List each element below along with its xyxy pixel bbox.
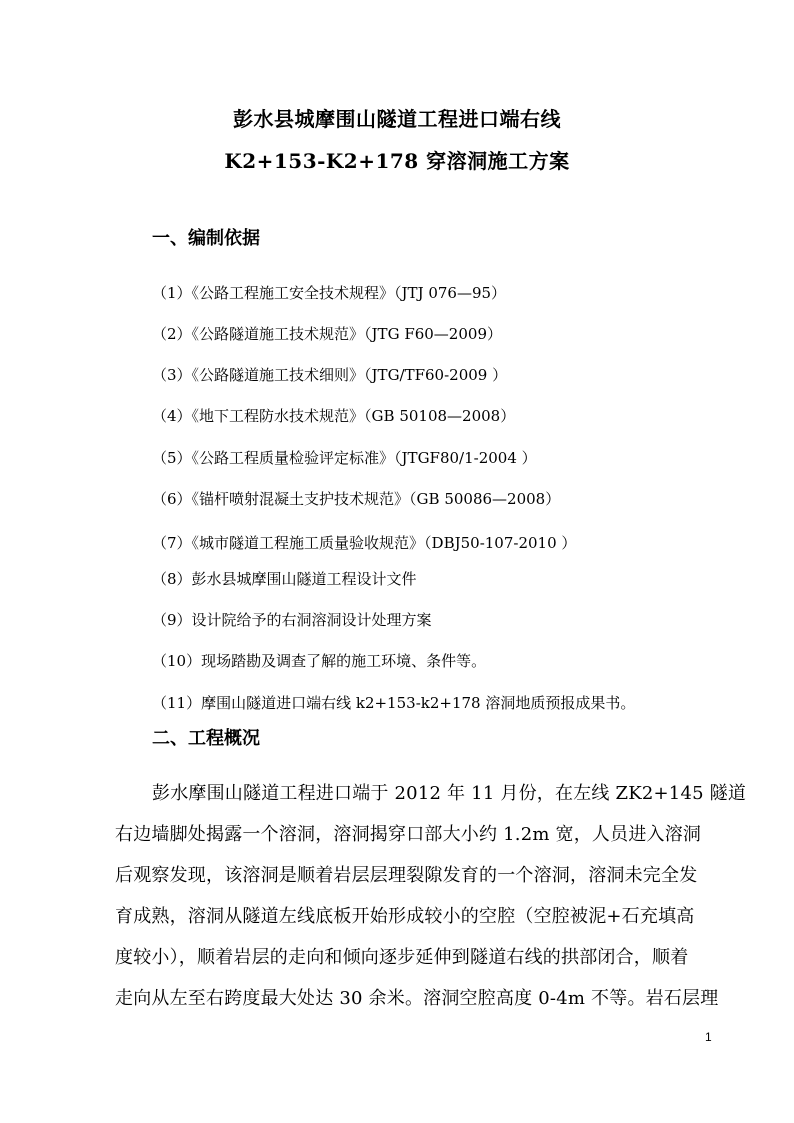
paragraph-line: 彭水摩围山隧道工程进口端于 2012 年 11 月份，在左线 ZK2+145 隧道 — [152, 783, 747, 804]
reference-item: （1）《公路工程施工安全技术规程》（JTJ 076—95） — [152, 284, 507, 302]
paragraph-line: 右边墙脚处揭露一个溶洞，溶洞揭穿口部大小约 1.2m 宽，人员进入溶洞 — [115, 824, 702, 845]
reference-item: （4）《地下工程防水技术规范》（GB 50108—2008） — [152, 407, 516, 425]
reference-item: （9）设计院给予的右洞溶洞设计处理方案 — [152, 611, 432, 629]
reference-item: （11）摩围山隧道进口端右线 k2+153-k2+178 溶洞地质预报成果书。 — [152, 694, 636, 712]
reference-item: （8）彭水县城摩围山隧道工程设计文件 — [152, 570, 417, 588]
paragraph-line: 后观察发现，该溶洞是顺着岩层层理裂隙发育的一个溶洞，溶洞未完全发 — [115, 865, 698, 886]
document-title-line-1: 彭水县城摩围山隧道工程进口端右线 — [233, 107, 561, 131]
reference-item: （7）《城市隧道工程施工质量验收规范》（DBJ50-107-2010 ） — [152, 534, 577, 552]
reference-item: （10）现场踏勘及调查了解的施工环境、条件等。 — [152, 652, 487, 670]
page-number: 1 — [705, 1030, 712, 1044]
paragraph-line: 度较小），顺着岩层的走向和倾向逐步延伸到隧道右线的拱部闭合，顺着 — [115, 947, 689, 968]
reference-item: （6）《锚杆喷射混凝土支护技术规范》（GB 50086—2008） — [152, 490, 561, 508]
reference-item: （3）《公路隧道施工技术细则》（JTG/TF60-2009 ） — [152, 366, 508, 384]
reference-item: （2）《公路隧道施工技术规范》（JTG F60—2009） — [152, 325, 502, 343]
paragraph-line: 育成熟，溶洞从隧道左线底板开始形成较小的空腔（空腔被泥+石充填高 — [115, 906, 695, 927]
document-title-line-2: K2+153-K2+178 穿溶洞施工方案 — [224, 149, 570, 173]
paragraph-line: 走向从左至右跨度最大处达 30 余米。溶洞空腔高度 0-4m 不等。岩石层理 — [115, 988, 719, 1009]
section-heading-basis: 一、编制依据 — [152, 228, 260, 249]
section-heading-overview: 二、工程概况 — [152, 728, 260, 749]
reference-item: （5）《公路工程质量检验评定标准》（JTGF80/1-2004 ） — [152, 449, 537, 467]
